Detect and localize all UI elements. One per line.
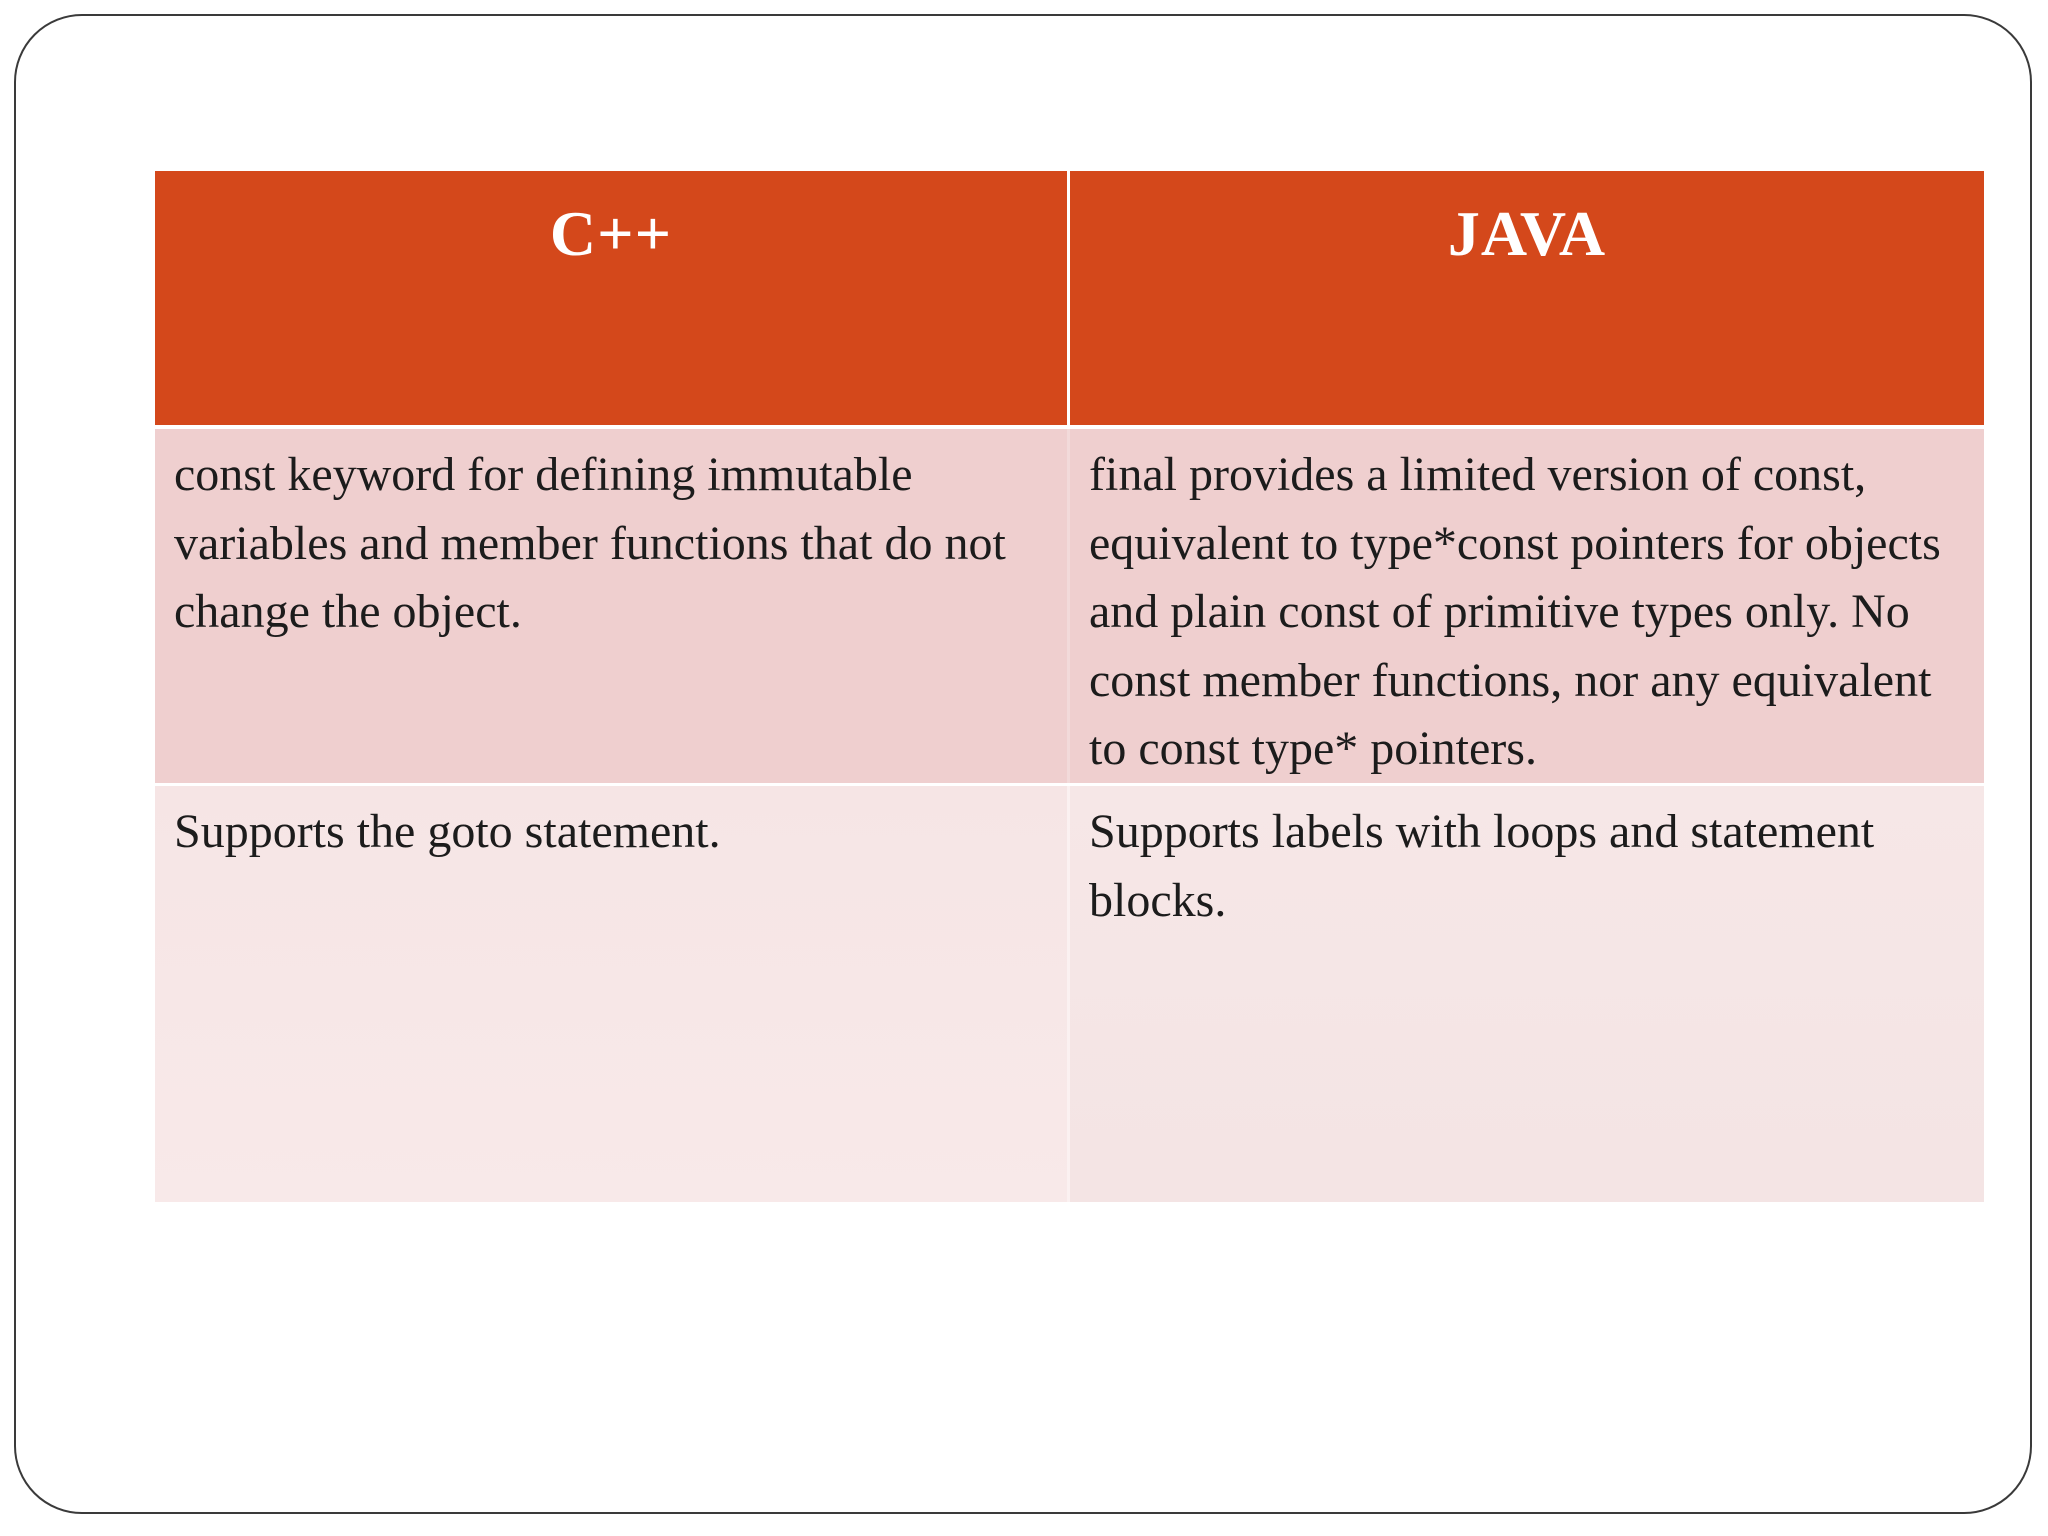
- row2-java-cell: Supports labels with loops and statement blocks.: [1070, 786, 1984, 1202]
- row1-cpp-cell: const keyword for defining immutable variables and member functions that do not change the object.: [155, 429, 1067, 783]
- header-cpp: C++: [155, 171, 1067, 425]
- comparison-table: [155, 171, 1984, 1202]
- header-java: JAVA: [1070, 171, 1984, 425]
- row1-java-cell: final provides a limited version of const, equivalent to type*const pointers for objects and plain const of primitive types only. No const member functions, nor any equivalent to const type* pointers.: [1070, 429, 1984, 783]
- row2-cpp-cell: Supports the goto statement.: [155, 786, 1067, 1202]
